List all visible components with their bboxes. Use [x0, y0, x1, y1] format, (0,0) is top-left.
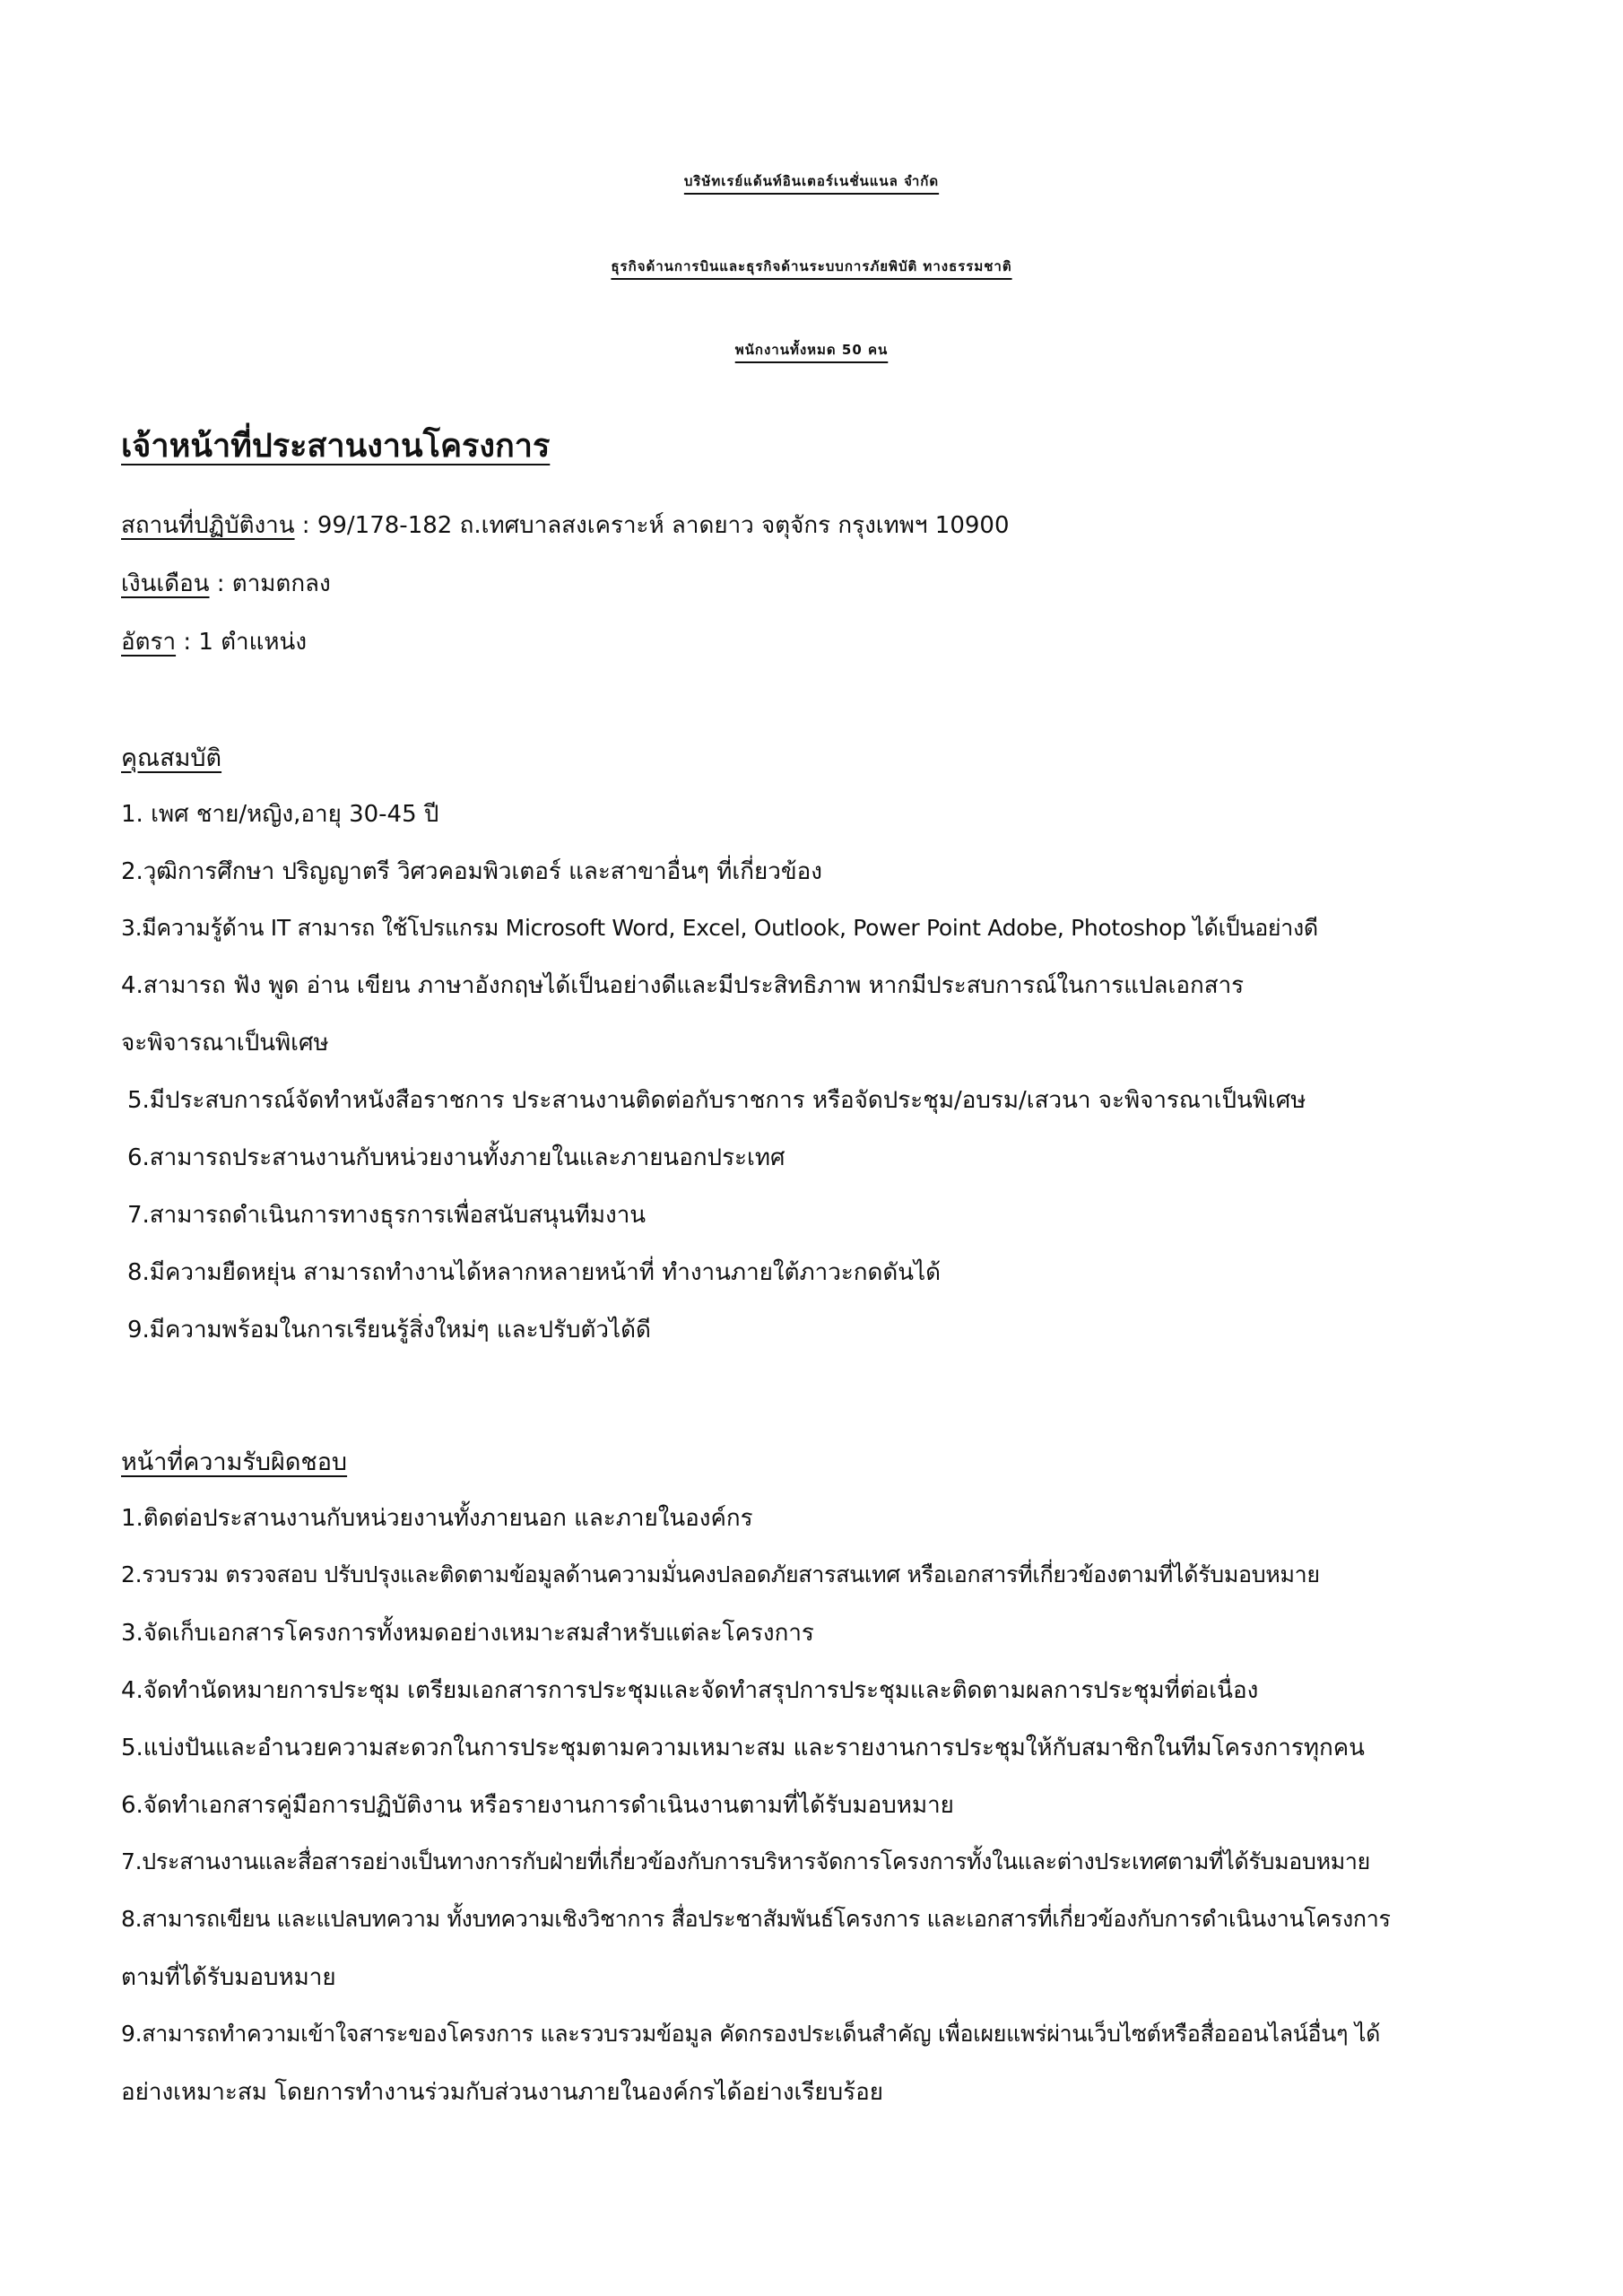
- qualification-item: 8.มีความยืดหยุ่น สามารถทำงานได้หลากหลายหน้าที่ ทำงานภายใต้ภาวะกดดันได้: [127, 1259, 942, 1286]
- rate-value: : 1 ตำแหน่ง: [176, 629, 308, 656]
- company-name: บริษัทเรย์แด้นท์อินเตอร์เนชั่นแนล จำกัด: [683, 173, 940, 189]
- location-value: : 99/178-182 ถ.เทศบาลสงเคราะห์ ลาดยาว จตุจักร กรุงเทพฯ 10900: [294, 512, 1010, 539]
- qualification-item: 7.สามารถดำเนินการทางธุรการเพื่อสนับสนุนทีมงาน: [127, 1202, 647, 1229]
- qualification-item: 6.สามารถประสานงานกับหน่วยงานทั้งภายในและภายนอกประเทศ: [127, 1144, 785, 1171]
- salary-value: : ตามตกลง: [209, 570, 331, 597]
- responsibilities-heading: หน้าที่ความรับผิดชอบ: [121, 1448, 348, 1476]
- responsibility-item: 9.สามารถทำความเข้าใจสาระของโครงการ และรวบรวมข้อมูล คัดกรองประเด็นสำคัญ เพื่อเผยแพร่ผ่านเว็บไซต์หรือสื่อออนไลน์อื่นๆ ได้: [121, 2021, 1381, 2047]
- rate-line: [121, 623, 307, 660]
- salary-label: เงินเดือน: [121, 570, 210, 597]
- qualification-item: 1. เพศ ชาย/หญิง,อายุ 30-45 ปี: [121, 801, 439, 828]
- responsibility-item: 4.จัดทำนัดหมายการประชุม เตรียมเอกสารการประชุมและจัดทำสรุปการประชุมและติดตามผลการประชุมที่ต่อเนื่อง: [121, 1677, 1259, 1704]
- rate-label: อัตรา: [121, 629, 177, 656]
- qualification-item: 4.สามารถ ฟัง พูด อ่าน เขียน ภาษาอังกฤษได้เป็นอย่างดีและมีประสิทธิภาพ หากมีประสบการณ์ในการแปลเอกสาร: [121, 972, 1245, 999]
- location-line: [121, 507, 1010, 544]
- qualification-item: จะพิจารณาเป็นพิเศษ: [121, 1030, 329, 1057]
- responsibility-item: ตามที่ได้รับมอบหมาย: [121, 1964, 336, 1991]
- qualification-item: 5.มีประสบการณ์จัดทำหนังสือราชการ ประสานงานติดต่อกับราชการ หรือจัดประชุม/อบรม/เสวนา จะพิจารณาเป็นพิเศษ: [127, 1087, 1306, 1114]
- qualification-item: 2.วุฒิการศึกษา ปริญญาตรี วิศวคอมพิวเตอร์ และสาขาอื่นๆ ที่เกี่ยวข้อง: [121, 858, 822, 885]
- responsibility-item: 1.ติดต่อประสานงานกับหน่วยงานทั้งภายนอก และภายในองค์กร: [121, 1505, 753, 1532]
- responsibility-item: 2.รวบรวม ตรวจสอบ ปรับปรุงและติดตามข้อมูลด้านความมั่นคงปลอดภัยสารสนเทศ หรือเอกสารที่เกี่ยวข้องตามที่ได้รับมอบหมาย: [121, 1561, 1320, 1587]
- qualification-item: 9.มีความพร้อมในการเรียนรู้สิ่งใหม่ๆ และปรับตัวได้ดี: [127, 1317, 651, 1344]
- qualifications-heading: คุณสมบัติ: [121, 744, 222, 772]
- qualification-item: 3.มีความรู้ด้าน IT สามารถ ใช้โปรแกรม Microsoft Word, Excel, Outlook, Power Point Adobe, Photoshop ได้เป็นอย่างดี: [121, 915, 1318, 941]
- position-title: เจ้าหน้าที่ประสานงานโครงการ: [121, 428, 551, 465]
- salary-line: [121, 565, 331, 602]
- responsibility-item: 7.ประสานงานและสื่อสารอย่างเป็นทางการกับฝ่ายที่เกี่ยวข้องกับการบริหารจัดการโครงการทั้งในและต่างประเทศตามที่ได้รับมอบหมาย: [121, 1848, 1371, 1874]
- responsibility-item: 3.จัดเก็บเอกสารโครงการทั้งหมดอย่างเหมาะสมสำหรับแต่ละโครงการ: [121, 1620, 814, 1647]
- responsibility-item: อย่างเหมาะสม โดยการทำงานร่วมกับส่วนงานภายในองค์กรได้อย่างเรียบร้อย: [121, 2079, 883, 2106]
- location-label: สถานที่ปฏิบัติงาน: [121, 512, 295, 539]
- business-type: ธุรกิจด้านการบินและธุรกิจด้านระบบการภัยพิบัติ ทางธรรมชาติ: [611, 258, 1012, 274]
- employee-count: พนักงานทั้งหมด 50 คน: [734, 342, 889, 358]
- responsibility-item: 8.สามารถเขียน และแปลบทความ ทั้งบทความเชิงวิชาการ สื่อประชาสัมพันธ์โครงการ และเอกสารที่เกี่ยวข้องกับการดำเนินงานโครงการ: [121, 1906, 1391, 1932]
- responsibility-item: 5.แบ่งปันและอำนวยความสะดวกในการประชุมตามความเหมาะสม และรายงานการประชุมให้กับสมาชิกในทีมโครงการทุกคน: [121, 1735, 1365, 1761]
- responsibility-item: 6.จัดทำเอกสารคู่มือการปฏิบัติงาน หรือรายงานการดำเนินงานตามที่ได้รับมอบหมาย: [121, 1792, 954, 1819]
